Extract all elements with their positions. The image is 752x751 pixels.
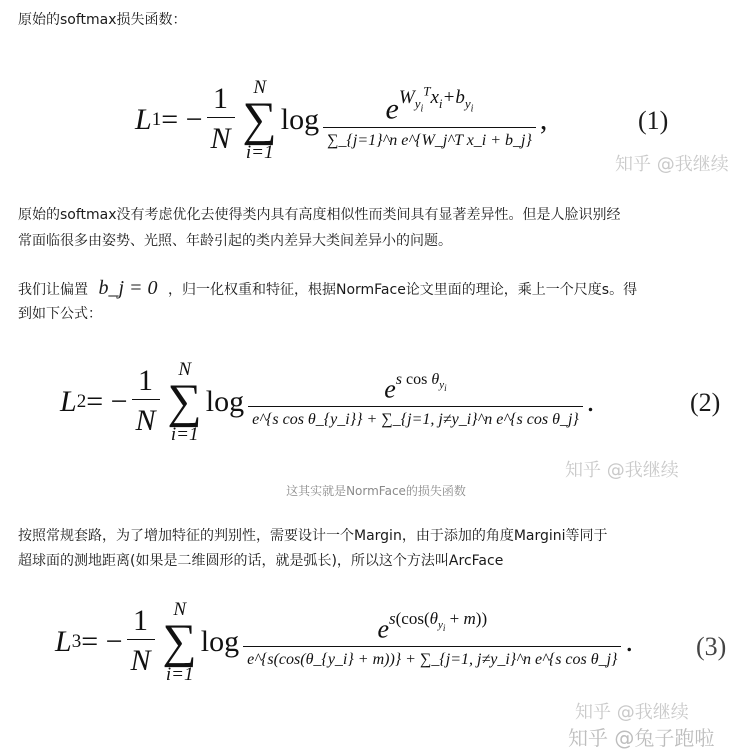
fraction: [323, 84, 536, 151]
sum-lower: i=1: [165, 663, 194, 685]
formula-punct: .: [625, 624, 633, 658]
formula-lhs-sub: 2: [76, 390, 87, 412]
numerator: $e^{s(cos(\theta_{y_i} + m))}$: [377, 609, 488, 644]
summation: N ∑ i=1: [167, 359, 202, 445]
equation-number: (1): [638, 106, 669, 135]
fraction: [248, 370, 583, 429]
denominator: e^{s(cos(θ_{y_i} + m))} + ∑_{j=1, j≠y_i}^n e^{s cos θ_j}: [243, 646, 621, 669]
paragraph-line: 常面临很多由姿势、光照、年龄引起的类内差异大类间差异小的问题。: [18, 233, 452, 249]
formula-eq: = −: [161, 102, 203, 136]
denominator: N: [132, 399, 160, 439]
numerator: 1: [133, 604, 149, 638]
formula-punct: ,: [539, 102, 548, 136]
equation-number: (3): [696, 632, 727, 661]
formula-punct: .: [586, 384, 595, 418]
formula-lhs-sub: 1: [151, 108, 162, 130]
sum-lower: i=1: [245, 141, 274, 163]
watermark: 知乎 @兔子跑啦: [568, 726, 715, 750]
sum-upper: N: [173, 599, 186, 620]
paragraph-line: 超球面的测地距离(如果是二维圆形的话，就是弧长)，所以这个方法叫ArcFace: [18, 553, 504, 569]
formula-lhs: L: [55, 624, 72, 658]
image-caption: 这其实就是NormFace的损失函数: [286, 484, 466, 498]
summation: N ∑ i=1: [162, 599, 197, 685]
summation: N ∑ i=1: [242, 77, 277, 163]
paragraph-line: 原始的softmax没有考虑优化去使得类内具有高度相似性而类间具有显著差异性。但是人脸识别经: [18, 207, 621, 223]
numerator: 1: [213, 82, 229, 116]
numerator: $e^{W_{y_i}^Tx_i+b_{y_i}}$: [385, 84, 474, 126]
inline-math: b_j = 0: [98, 277, 158, 299]
formula-lhs: L: [60, 384, 77, 418]
fraction: [127, 604, 155, 679]
paragraph-intro: 原始的softmax损失函数：: [18, 12, 187, 28]
formula-3: [55, 600, 633, 684]
text: ，归一化权重和特征，根据NormFace论文里面的理论，乘上一个尺度s。得: [167, 282, 638, 298]
sum-lower: i=1: [170, 423, 199, 445]
fraction: [207, 82, 235, 157]
equation-number: (2): [690, 388, 721, 417]
log: log: [280, 102, 320, 136]
paragraph-line: [18, 276, 637, 303]
formula-lhs: L: [135, 102, 152, 136]
numerator: 1: [138, 364, 154, 398]
paragraph-line: 按照常规套路，为了增加特征的判别性，需要设计一个Margin，由于添加的角度Margini等同于: [18, 528, 608, 544]
formula-2: [60, 360, 594, 444]
watermark: 知乎 @我继续: [575, 702, 689, 723]
formula-eq: = −: [81, 624, 123, 658]
log: log: [200, 624, 240, 658]
numerator: $e^{s cos \theta_{y_i}}$: [384, 370, 447, 404]
formula-eq: = −: [86, 384, 128, 418]
text: 我们让偏置: [18, 282, 88, 298]
denominator: N: [127, 639, 155, 679]
watermark: 知乎 @我继续: [615, 154, 729, 175]
formula-1: [135, 78, 547, 162]
paragraph-line: 到如下公式：: [18, 306, 102, 322]
sum-upper: N: [178, 359, 191, 380]
denominator: e^{s cos θ_{y_i}} + ∑_{j=1, j≠y_i}^n e^{s cos θ_j}: [248, 406, 583, 429]
fraction: [243, 609, 621, 669]
sum-upper: N: [253, 77, 266, 98]
watermark: 知乎 @我继续: [565, 460, 679, 481]
log: log: [205, 384, 245, 418]
denominator: N: [207, 117, 235, 157]
formula-lhs-sub: 3: [71, 630, 82, 652]
fraction: [132, 364, 160, 439]
denominator: ∑_{j=1}^n e^{W_j^T x_i + b_j}: [323, 127, 536, 150]
